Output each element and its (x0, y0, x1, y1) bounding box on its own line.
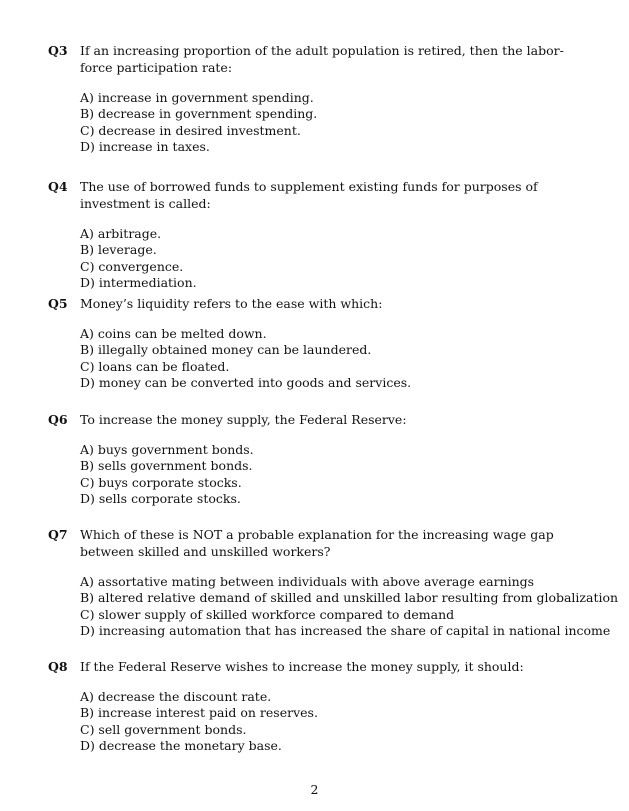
answer-option-a: A) increase in government spending. (80, 90, 314, 105)
question-header (48, 411, 588, 428)
question-number: Q4 (48, 179, 68, 194)
question-header (48, 42, 588, 76)
question-number: Q6 (48, 412, 68, 427)
answer-option-a: A) assortative mating between individuals with above average earnings (80, 574, 535, 589)
question-header (48, 526, 588, 560)
question-number: Q8 (48, 659, 68, 674)
question-q7 (48, 526, 619, 639)
answer-option-d: D) money can be converted into goods and services. (80, 374, 412, 390)
answer-options (48, 226, 588, 291)
question-number: Q7 (48, 527, 68, 542)
answer-option-c: C) convergence. (80, 258, 184, 274)
answer-option-b: B) altered relative demand of skilled and unskilled labor resulting from globalization (80, 590, 619, 606)
question-text: If an increasing proportion of the adult population is retired, then the labor-force participation rate: (80, 43, 564, 75)
question-text: Money’s liquidity refers to the ease with which: (80, 296, 383, 311)
question-header (48, 295, 588, 312)
question-q6 (48, 411, 588, 507)
answer-options (48, 442, 588, 507)
answer-options (48, 90, 588, 155)
answer-option-c: C) decrease in desired investment. (80, 122, 301, 138)
page-number: 2 (310, 782, 319, 797)
answer-option-b: B) increase interest paid on reserves. (80, 705, 318, 721)
answer-option-c: C) loans can be floated. (80, 358, 230, 374)
answer-option-d: D) intermediation. (80, 274, 197, 290)
question-text: The use of borrowed funds to supplement existing funds for purposes of investment is called: (80, 179, 538, 211)
answer-option-d: D) increasing automation that has increased the share of capital in national income (80, 622, 611, 638)
question-header (48, 658, 588, 675)
answer-option-b: B) illegally obtained money can be laundered. (80, 342, 372, 358)
answer-option-d: D) sells corporate stocks. (80, 490, 241, 506)
answer-option-b: B) leverage. (80, 242, 157, 258)
answer-option-c: C) slower supply of skilled workforce compared to demand (80, 606, 455, 622)
answer-options (48, 689, 588, 754)
answer-option-a: A) coins can be melted down. (80, 326, 267, 341)
answer-option-d: D) decrease the monetary base. (80, 737, 282, 753)
answer-option-a: A) arbitrage. (80, 226, 162, 241)
question-q4 (48, 178, 588, 291)
answer-option-d: D) increase in taxes. (80, 138, 210, 154)
answer-option-a: A) decrease the discount rate. (80, 689, 272, 704)
question-q3 (48, 42, 588, 155)
question-text: If the Federal Reserve wishes to increase the money supply, it should: (80, 659, 524, 674)
answer-option-c: C) buys corporate stocks. (80, 474, 242, 490)
question-header (48, 178, 588, 212)
question-number: Q5 (48, 296, 68, 311)
answer-option-b: B) sells government bonds. (80, 458, 253, 474)
answer-option-a: A) buys government bonds. (80, 442, 254, 457)
question-number: Q3 (48, 43, 68, 58)
answer-options (48, 326, 588, 391)
question-q8 (48, 658, 588, 754)
question-text: To increase the money supply, the Federal Reserve: (80, 412, 407, 427)
answer-options (48, 574, 619, 639)
answer-option-c: C) sell government bonds. (80, 721, 247, 737)
question-text: Which of these is NOT a probable explanation for the increasing wage gap between skilled and unskilled workers? (80, 527, 554, 559)
question-q5 (48, 295, 588, 391)
answer-option-b: B) decrease in government spending. (80, 106, 318, 122)
